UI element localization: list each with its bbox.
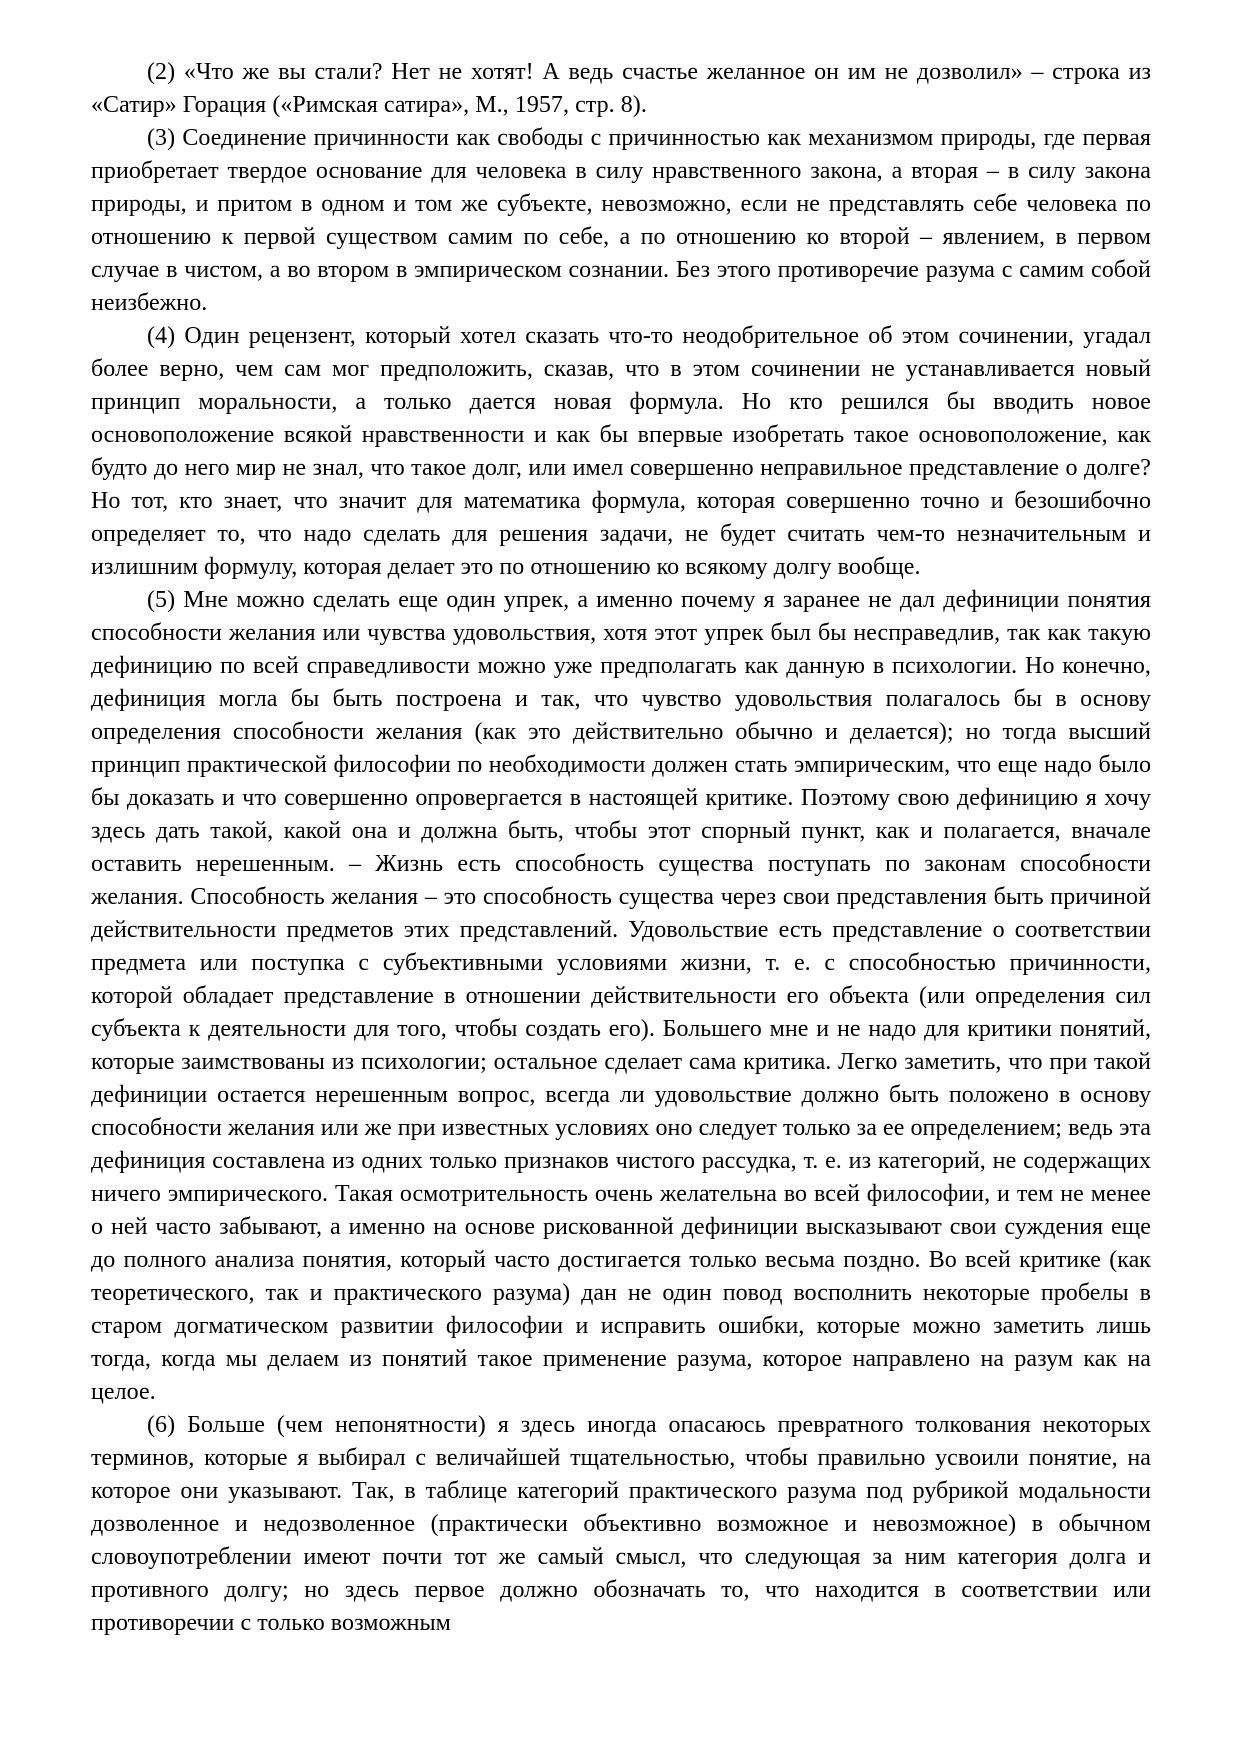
footnote-paragraph-3: (3) Соединение причинности как свободы с причинностью как механизмом природы, где первая приобретает твердое основание для человека в силу нравственного закона, а вторая – в силу закона природы, и притом в одном и том же субъекте, невозможно, если не представлять себе человека по отношению к первой существом самим по себе, а по отношению ко второй – явлением, в первом случае в чистом, а во втором в эмпирическом сознании. Без этого противоречие разума с самим собой неизбежно. [91, 125, 1151, 316]
footnote-paragraph-5: (5) Мне можно сделать еще один упрек, а именно почему я заранее не дал дефиниции понятия способности желания или чувства удовольствия, хотя этот упрек был бы несправедлив, так как такую дефиницию по всей справедливости можно уже предполагать как данную в психологии. Но конечно, дефиниция могла бы быть построена и так, что чувство удовольствия полагалось бы в основу определения способности желания (как это действительно обычно и делается); но тогда высший принцип практической философии по необходимости должен стать эмпирическим, что еще надо было бы доказать и что совершенно опровергается в настоящей критике. Поэтому свою дефиницию я хочу здесь дать такой, какой она и должна быть, чтобы этот спорный пункт, как и полагается, вначале оставить нерешенным. – Жизнь есть способность существа поступать по законам способности желания. Способность желания – это способность существа через свои представления быть причиной действительности предметов этих представлений. Удовольствие есть представление о соответствии предмета или поступка с субъективными условиями жизни, т. е. с способностью причинности, которой обладает представление в отношении действительности его объекта (или определения сил субъекта к деятельности для того, чтобы создать его). Большего мне и не надо для критики понятий, которые заимствованы из психологии; остальное сделает сама критика. Легко заметить, что при такой дефиниции остается нерешенным вопрос, всегда ли удовольствие должно быть положено в основу способности желания или же при известных условиях оно следует только за ее определением; ведь эта дефиниция составлена из одних только признаков чистого рассудка, т. е. из категорий, не содержащих ничего эмпирического. Такая осмотрительность очень желательна во всей философии, и тем не менее о ней часто забывают, а именно на основе рискованной дефиниции высказывают свои суждения еще до полного анализа понятия, который часто достигается только весьма поздно. Во всей критике (как теоретического, так и практического разума) дан не один повод восполнить некоторые пробелы в старом догматическом развитии философии и исправить ошибки, которые можно заметить лишь тогда, когда мы делаем из понятий такое применение разума, которое направлено на разум как на целое. [91, 587, 1151, 1405]
footnote-paragraph-4: (4) Один рецензент, который хотел сказать что-то неодобрительное об этом сочинении, угадал более верно, чем сам мог предположить, сказав, что в этом сочинении не устанавливается новый принцип моральности, а только дается новая формула. Но кто решился бы вводить новое основоположение всякой нравственности и как бы впервые изобретать такое основоположение, как будто до него мир не знал, что такое долг, или имел совершенно неправильное представление о долге? Но тот, кто знает, что значит для математика формула, которая совершенно точно и безошибочно определяет то, что надо сделать для решения задачи, не будет считать чем-то незначительным и излишним формулу, которая делает это по отношению ко всякому долгу вообще. [91, 323, 1151, 580]
footnote-paragraph-6: (6) Больше (чем непонятности) я здесь иногда опасаюсь превратного толкования некоторых терминов, которые я выбирал с величайшей тщательностью, чтобы правильно усвоили понятие, на которое они указывают. Так, в таблице категорий практического разума под рубрикой модальности дозволенное и недозволенное (практически объективно возможное и невозможное) в обычном словоупотреблении имеют почти тот же самый смысл, что следующая за ним категория долга и противного долгу; но здесь первое должно обозначать то, что находится в соответствии или противоречии с только возможным [91, 1412, 1151, 1636]
document-page [91, 56, 1151, 1640]
footnote-paragraph-2: (2) «Что же вы стали? Нет не хотят! А ведь счастье желанное он им не дозволил» – строка из «Сатир» Горация («Римская сатира», М., 1957, стр. 8). [91, 59, 1151, 118]
